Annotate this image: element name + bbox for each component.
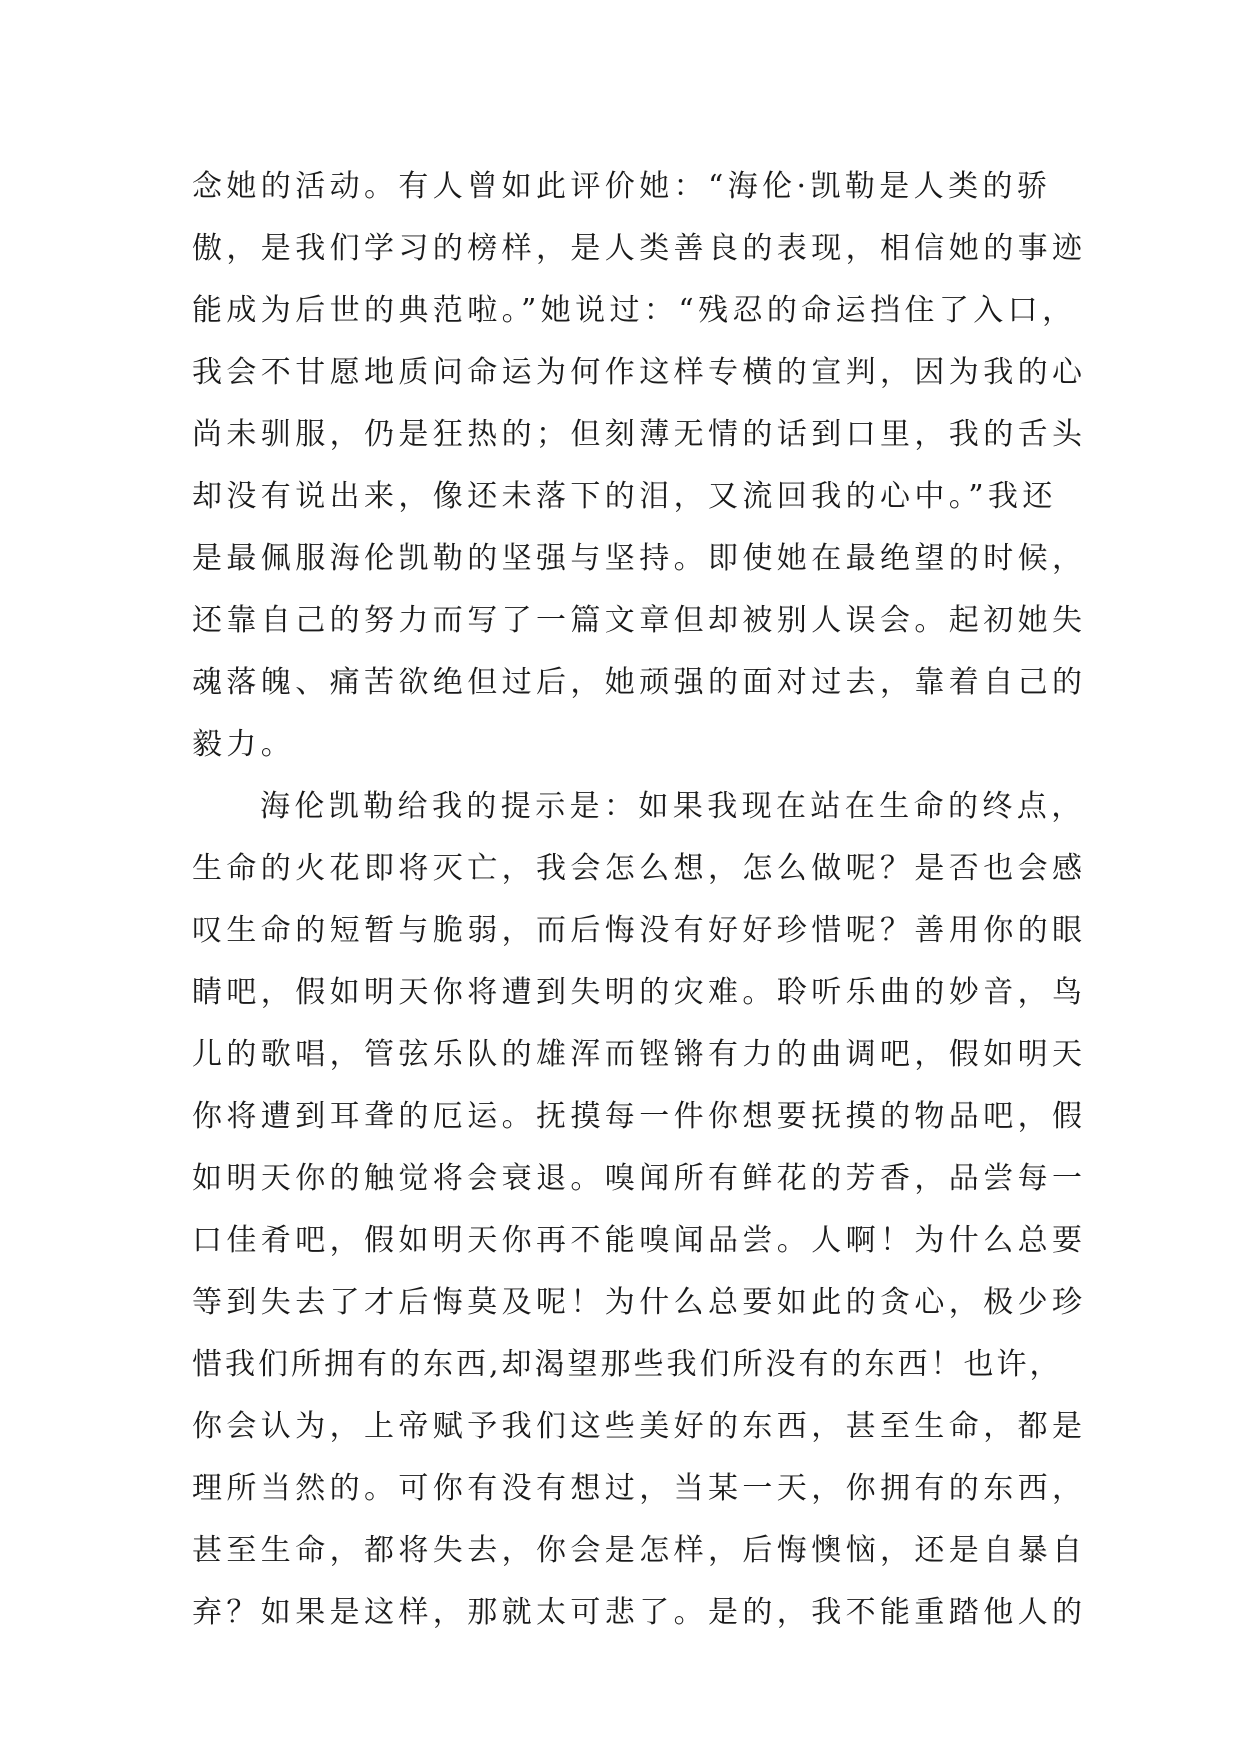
text-line: 你会认为，上帝赋予我们这些美好的东西，甚至生命，都是 bbox=[192, 1409, 1087, 1444]
text-line: 是最佩服海伦凯勒的坚强与坚持。即使她在最绝望的时候， bbox=[192, 541, 1087, 576]
text-line: 如明天你的触觉将会衰退。嗅闻所有鲜花的芳香，品尝每一 bbox=[192, 1161, 1087, 1196]
text-line: 傲，是我们学习的榜样，是人类善良的表现，相信她的事迹 bbox=[192, 231, 1087, 266]
paragraph-first-line: 海伦凯勒给我的提示是：如果我现在站在生命的终点， bbox=[260, 789, 1086, 824]
text-line: 魂落魄、痛苦欲绝但过后，她顽强的面对过去，靠着自己的 bbox=[192, 665, 1087, 700]
text-line: 你将遭到耳聋的厄运。抚摸每一件你想要抚摸的物品吧，假 bbox=[192, 1099, 1087, 1134]
text-line: 念她的活动。有人曾如此评价她：“海伦·凯勒是人类的骄 bbox=[192, 169, 1052, 204]
text-line: 甚至生命，都将失去，你会是怎样，后悔懊恼，还是自暴自 bbox=[192, 1533, 1087, 1568]
text-line: 等到失去了才后悔莫及呢！为什么总要如此的贪心，极少珍 bbox=[192, 1285, 1087, 1320]
text-line: 儿的歌唱，管弦乐队的雄浑而铿锵有力的曲调吧，假如明天 bbox=[192, 1037, 1087, 1072]
text-line: 毅力。 bbox=[192, 727, 296, 762]
text-line: 理所当然的。可你有没有想过，当某一天，你拥有的东西， bbox=[192, 1471, 1087, 1506]
text-line: 尚未驯服，仍是狂热的；但刻薄无情的话到口里，我的舌头 bbox=[192, 417, 1087, 452]
text-line: 睛吧，假如明天你将遭到失明的灾难。聆听乐曲的妙音，鸟 bbox=[192, 975, 1087, 1010]
essay-body bbox=[192, 156, 1087, 1644]
text-line: 能成为后世的典范啦。”她说过：“残忍的命运挡住了入口， bbox=[192, 293, 1077, 328]
text-line: 叹生命的短暂与脆弱，而后悔没有好好珍惜呢？善用你的眼 bbox=[192, 913, 1087, 948]
text-line: 口佳肴吧，假如明天你再不能嗅闻品尝。人啊！为什么总要 bbox=[192, 1223, 1087, 1258]
text-line: 我会不甘愿地质问命运为何作这样专横的宣判，因为我的心 bbox=[192, 355, 1087, 390]
text-line: 却没有说出来，像还未落下的泪，又流回我的心中。”我还 bbox=[192, 479, 1057, 514]
text-line: 弃？如果是这样，那就太可悲了。是的，我不能重踏他人的 bbox=[192, 1595, 1087, 1630]
text-line: 还靠自己的努力而写了一篇文章但却被别人误会。起初她失 bbox=[192, 603, 1087, 638]
text-line: 生命的火花即将灭亡，我会怎么想，怎么做呢？是否也会感 bbox=[192, 851, 1087, 886]
text-line: 惜我们所拥有的东西,却渴望那些我们所没有的东西！也许， bbox=[192, 1347, 1063, 1382]
